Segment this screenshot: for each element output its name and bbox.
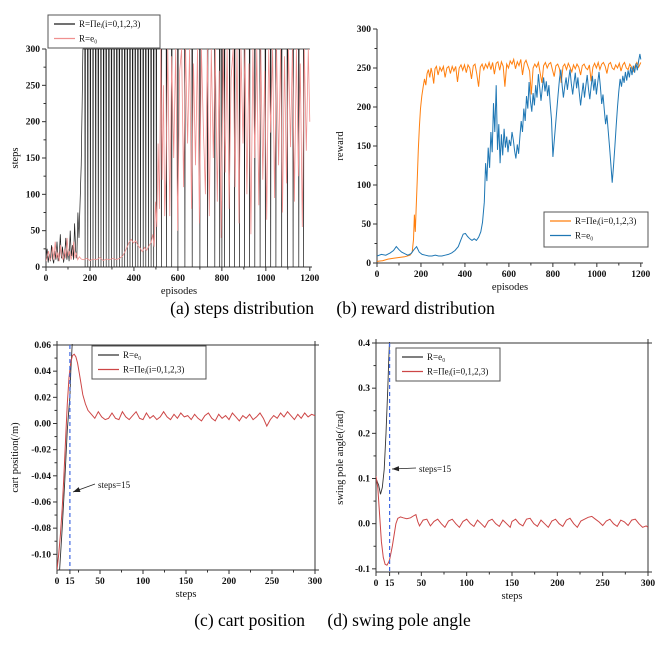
x-tick-label: 250: [264, 577, 280, 587]
x-axis-title: episodes: [491, 282, 529, 293]
y-tick-label: 200: [356, 103, 371, 113]
x-tick-label: 150: [178, 577, 194, 587]
x-tick-label: 200: [413, 270, 429, 280]
y-tick-label: 0.02: [34, 393, 51, 404]
legend-label: R=e₀: [79, 33, 98, 44]
legend-label: R=e₀: [123, 350, 142, 360]
y-tick-label: -0.08: [31, 524, 51, 535]
y-tick-label: 300: [25, 45, 40, 55]
x-tick-label: 250: [595, 579, 610, 589]
legend-label: R=Πeᵢ(i=0,1,2,3): [575, 216, 637, 226]
y-tick-label: 0.4: [358, 339, 370, 349]
annotation-label: steps=15: [98, 480, 131, 490]
x-tick-label: 1000: [587, 270, 607, 280]
caption-c: (c) cart position: [194, 610, 306, 630]
y-tick-label: 200: [25, 117, 40, 128]
x-tick-label: 150: [504, 579, 520, 589]
legend-label: R=Πeᵢ(i=0,1,2,3): [123, 364, 185, 375]
y-tick-label: 150: [25, 154, 40, 164]
series-R-e0-angle: [376, 339, 390, 495]
series-R-product-steps: [46, 49, 310, 267]
panel-b: [333, 4, 658, 300]
series-R-e0-cart: [60, 339, 73, 571]
x-tick-label: 1200: [631, 270, 651, 280]
legend-label: R=Πeᵢ(i=0,1,2,3): [427, 366, 489, 377]
x-tick-label: 50: [95, 577, 105, 587]
annotation-label: steps=15: [419, 464, 452, 474]
x-tick-label: 0: [43, 274, 49, 284]
y-tick-label: 0.1: [358, 474, 370, 485]
x-tick-label: 800: [214, 274, 229, 284]
chart-cart-position: [8, 336, 330, 612]
x-tick-label: 300: [307, 577, 323, 587]
y-tick-label: 150: [356, 142, 371, 152]
panel-d: [333, 336, 658, 612]
y-tick-label: 0.3: [358, 384, 370, 395]
y-tick-label: 250: [25, 81, 40, 92]
y-axis-title: cart position(/m): [10, 422, 21, 493]
panel-c: [8, 336, 330, 612]
series-R-product-angle: [376, 476, 648, 565]
x-tick-label: 0: [373, 579, 379, 589]
y-axis-title: steps: [10, 147, 21, 169]
x-tick-label: 200: [550, 579, 565, 589]
x-tick-label: 15: [384, 579, 395, 589]
chart-swing-pole-angle: [333, 336, 658, 612]
x-tick-label: 1200: [300, 274, 320, 284]
x-tick-label: 600: [501, 270, 517, 280]
y-tick-label: -0.10: [31, 550, 51, 561]
y-tick-label: 250: [356, 64, 371, 74]
x-tick-label: 0: [54, 577, 60, 587]
annotation-arrowhead: [73, 487, 80, 492]
x-tick-label: 200: [82, 274, 98, 284]
series-R-product-cart: [57, 354, 315, 570]
y-tick-label: 0.00: [34, 419, 51, 430]
y-tick-label: 0.2: [358, 429, 370, 440]
x-axis-title: episodes: [160, 286, 198, 297]
x-tick-label: 400: [457, 270, 473, 280]
x-tick-label: 1000: [256, 274, 276, 284]
legend-label: R=e₀: [575, 230, 594, 241]
x-tick-label: 400: [126, 274, 142, 284]
x-tick-label: 200: [221, 577, 237, 587]
legend-label: R=e₀: [427, 352, 446, 362]
y-tick-label: -0.04: [31, 471, 51, 482]
legend-label: R=Πeᵢ(i=0,1,2,3): [79, 19, 141, 29]
y-tick-label: 100: [25, 190, 40, 201]
caption-row-bottom: [0, 610, 665, 631]
chart-reward-distribution: [333, 4, 658, 300]
x-tick-label: 15: [65, 577, 75, 587]
x-tick-label: 100: [135, 577, 151, 587]
x-tick-label: 300: [640, 579, 656, 589]
caption-b: (b) reward distribution: [336, 298, 495, 318]
x-tick-label: 800: [545, 270, 560, 280]
y-tick-label: 50: [361, 220, 371, 230]
x-axis-title: steps: [501, 591, 523, 602]
chart-steps-distribution: [8, 4, 330, 300]
y-tick-label: 0.06: [34, 341, 51, 351]
x-axis-title: steps: [175, 589, 197, 600]
x-tick-label: 600: [170, 274, 186, 284]
panel-a: [8, 4, 330, 300]
y-tick-label: 100: [356, 181, 371, 191]
y-axis-title: swing pole angle(/rad): [335, 410, 346, 505]
caption-row-top: [0, 298, 665, 319]
annotation-arrowhead: [392, 466, 399, 471]
y-tick-label: -0.1: [354, 564, 370, 575]
y-tick-label: 50: [30, 226, 40, 237]
y-tick-label: 0.04: [34, 367, 51, 378]
y-tick-label: 0: [366, 259, 371, 269]
y-tick-label: 0.0: [358, 519, 370, 530]
y-tick-label: -0.02: [31, 445, 51, 456]
y-axis-title: reward: [335, 131, 346, 161]
caption-a: (a) steps distribution: [170, 298, 315, 318]
x-tick-label: 100: [459, 579, 474, 589]
caption-d: (d) swing pole angle: [327, 610, 471, 630]
y-tick-label: -0.06: [31, 497, 51, 508]
y-tick-label: 300: [356, 25, 371, 35]
y-tick-label: 0: [35, 263, 40, 273]
x-tick-label: 0: [374, 270, 380, 280]
x-tick-label: 50: [416, 579, 427, 589]
